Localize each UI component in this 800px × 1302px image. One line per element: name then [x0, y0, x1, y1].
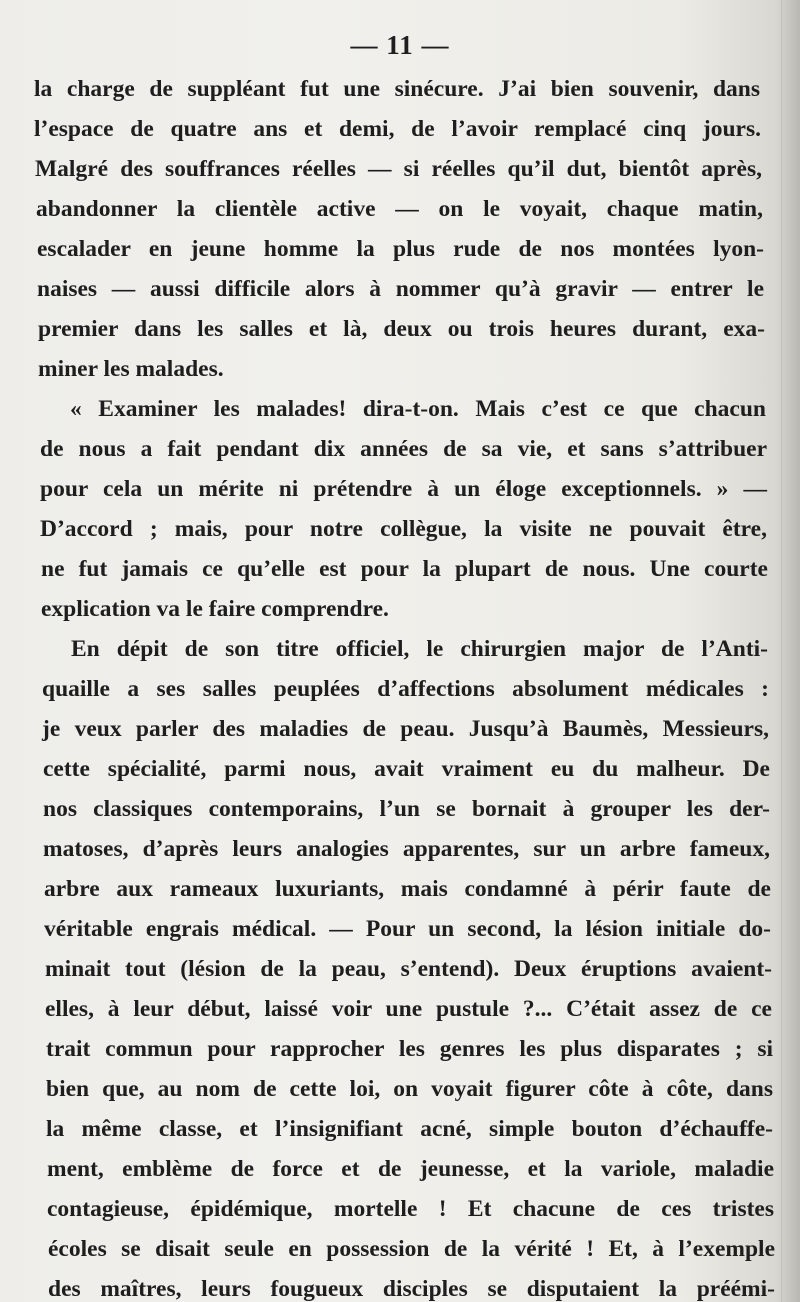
text-line: l’espace de quatre ans et demi, de l’avoir remplacé cinq jours. — [34, 116, 761, 142]
text-line: En dépit de son titre officiel, le chirurgien major de l’Anti- — [71, 636, 768, 662]
page-edge — [781, 0, 782, 1302]
text-line: véritable engrais médical. — Pour un second, la lésion initiale do- — [44, 916, 771, 942]
page-number: — 11 — — [350, 30, 450, 60]
text-line: contagieuse, épidémique, mortelle ! Et chacune de ces tristes — [47, 1196, 774, 1222]
text-line: nos classiques contemporains, l’un se bornait à grouper les der- — [43, 796, 770, 822]
text-line: arbre aux rameaux luxuriants, mais condamné à périr faute de — [44, 876, 771, 902]
text-line: matoses, d’après leurs analogies apparentes, sur un arbre fameux, — [43, 836, 770, 862]
text-line: cette spécialité, parmi nous, avait vraiment eu du malheur. De — [43, 756, 770, 782]
text-line: « Examiner les malades! dira-t-on. Mais c’est ce que chacun — [70, 396, 766, 422]
text-line: explication va le faire comprendre. — [41, 596, 389, 622]
text-line: je veux parler des maladies de peau. Jusqu’à Baumès, Messieurs, — [42, 716, 769, 742]
text-line: écoles se disait seule en possession de la vérité ! Et, à l’exemple — [48, 1236, 775, 1262]
text-line: D’accord ; mais, pour notre collègue, la visite ne pouvait être, — [40, 516, 767, 542]
text-line: escalader en jeune homme la plus rude de nos montées lyon- — [37, 236, 764, 262]
text-line: miner les malades. — [38, 356, 224, 382]
text-line: minait tout (lésion de la peau, s’entend). Deux éruptions avaient- — [45, 956, 772, 982]
text-line: ne fut jamais ce qu’elle est pour la plupart de nous. Une courte — [41, 556, 768, 582]
text-line: ment, emblème de force et de jeunesse, et la variole, maladie — [47, 1156, 774, 1182]
text-line: bien que, au nom de cette loi, on voyait figurer côte à côte, dans — [46, 1076, 773, 1102]
text-line: abandonner la clientèle active — on le voyait, chaque matin, — [36, 196, 763, 222]
text-line: naises — aussi difficile alors à nommer qu’à gravir — entrer le — [37, 276, 764, 302]
text-line: pour cela un mérite ni prétendre à un éloge exceptionnels. » — — [40, 476, 767, 502]
text-line: premier dans les salles et là, deux ou trois heures durant, exa- — [38, 316, 765, 342]
text-line: trait commun pour rapprocher les genres les plus disparates ; si — [46, 1036, 773, 1062]
text-line: elles, à leur début, laissé voir une pustule ?... C’était assez de ce — [45, 996, 772, 1022]
text-line: la charge de suppléant fut une sinécure. J’ai bien souvenir, dans — [34, 76, 760, 102]
text-line: des maîtres, leurs fougueux disciples se disputaient la préémi- — [48, 1276, 775, 1302]
text-line: de nous a fait pendant dix années de sa vie, et sans s’attribuer — [40, 436, 767, 462]
text-line: quaille a ses salles peuplées d’affections absolument médicales : — [42, 676, 769, 702]
text-line: Malgré des souffrances réelles — si réelles qu’il dut, bientôt après, — [35, 156, 762, 182]
text-line: la même classe, et l’insignifiant acné, simple bouton d’échauffe- — [46, 1116, 773, 1142]
